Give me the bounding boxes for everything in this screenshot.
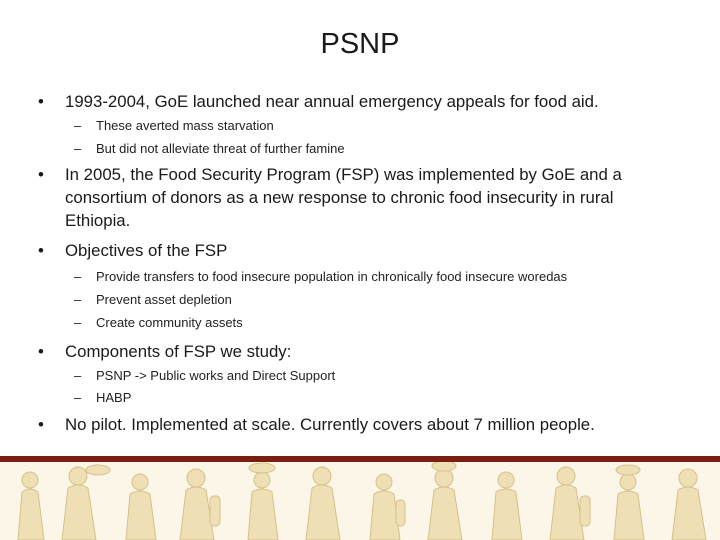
bullet-item	[38, 413, 678, 436]
sub-bullet-item	[74, 291, 674, 308]
figure-icon	[370, 474, 405, 540]
sub-bullet-marker: –	[74, 118, 82, 133]
bullet-marker: •	[38, 415, 44, 434]
bullet-marker: •	[38, 342, 44, 361]
bullet-item	[38, 340, 678, 363]
bullet-text: In 2005, the Food Security Program (FSP) was implemented by GoE and a consortium of donors as a new response to chronic food insecurity in rural Ethiopia.	[65, 165, 622, 230]
sub-bullet-text: Create community assets	[96, 315, 243, 330]
sub-bullet-text: Prevent asset depletion	[96, 292, 232, 307]
sub-bullet-marker: –	[74, 368, 82, 383]
figure-icon	[614, 465, 644, 540]
sub-bullet-text: HABP	[96, 390, 132, 405]
sub-bullet-item	[74, 389, 674, 406]
sub-bullet-text: Provide transfers to food insecure population in chronically food insecure woredas	[96, 269, 568, 284]
sub-bullet-item	[74, 140, 674, 157]
figure-icon	[492, 472, 522, 540]
figure-icon	[428, 461, 462, 540]
figure-icon	[18, 472, 44, 540]
sub-bullet-item	[74, 314, 674, 331]
bullet-text: Objectives of the FSP	[65, 241, 228, 260]
bullet-marker: •	[38, 165, 44, 184]
banner-top-border	[0, 456, 720, 462]
figure-icon	[672, 469, 706, 540]
bullet-text: No pilot. Implemented at scale. Currently covers about 7 million people.	[65, 415, 595, 434]
figure-icon	[248, 463, 278, 540]
bullet-item	[38, 239, 678, 262]
bullet-text: 1993-2004, GoE launched near annual emergency appeals for food aid.	[65, 92, 599, 111]
sub-bullet-marker: –	[74, 315, 82, 330]
slide-title: PSNP	[320, 28, 400, 60]
sub-bullet-marker: –	[74, 141, 82, 156]
sub-bullet-text: But did not alleviate threat of further famine	[96, 141, 345, 156]
banner-figures	[0, 456, 720, 540]
figure-icon	[62, 465, 110, 540]
bullet-item	[38, 163, 678, 232]
sub-bullet-item	[74, 367, 674, 384]
sub-bullet-marker: –	[74, 390, 82, 405]
figure-icon	[306, 467, 340, 540]
sub-bullet-text: These averted mass starvation	[96, 118, 274, 133]
bullet-marker: •	[38, 92, 44, 111]
decorative-banner	[0, 456, 720, 540]
sub-bullet-marker: –	[74, 269, 82, 284]
sub-bullet-item	[74, 117, 674, 134]
bullet-marker: •	[38, 241, 44, 260]
sub-bullet-item	[74, 268, 674, 285]
figure-icon	[180, 469, 220, 540]
figure-icon	[126, 474, 156, 540]
bullet-text: Components of FSP we study:	[65, 342, 292, 361]
sub-bullet-marker: –	[74, 292, 82, 307]
sub-bullet-text: PSNP -> Public works and Direct Support	[96, 368, 336, 383]
bullet-item	[38, 90, 678, 113]
figure-icon	[550, 467, 590, 540]
